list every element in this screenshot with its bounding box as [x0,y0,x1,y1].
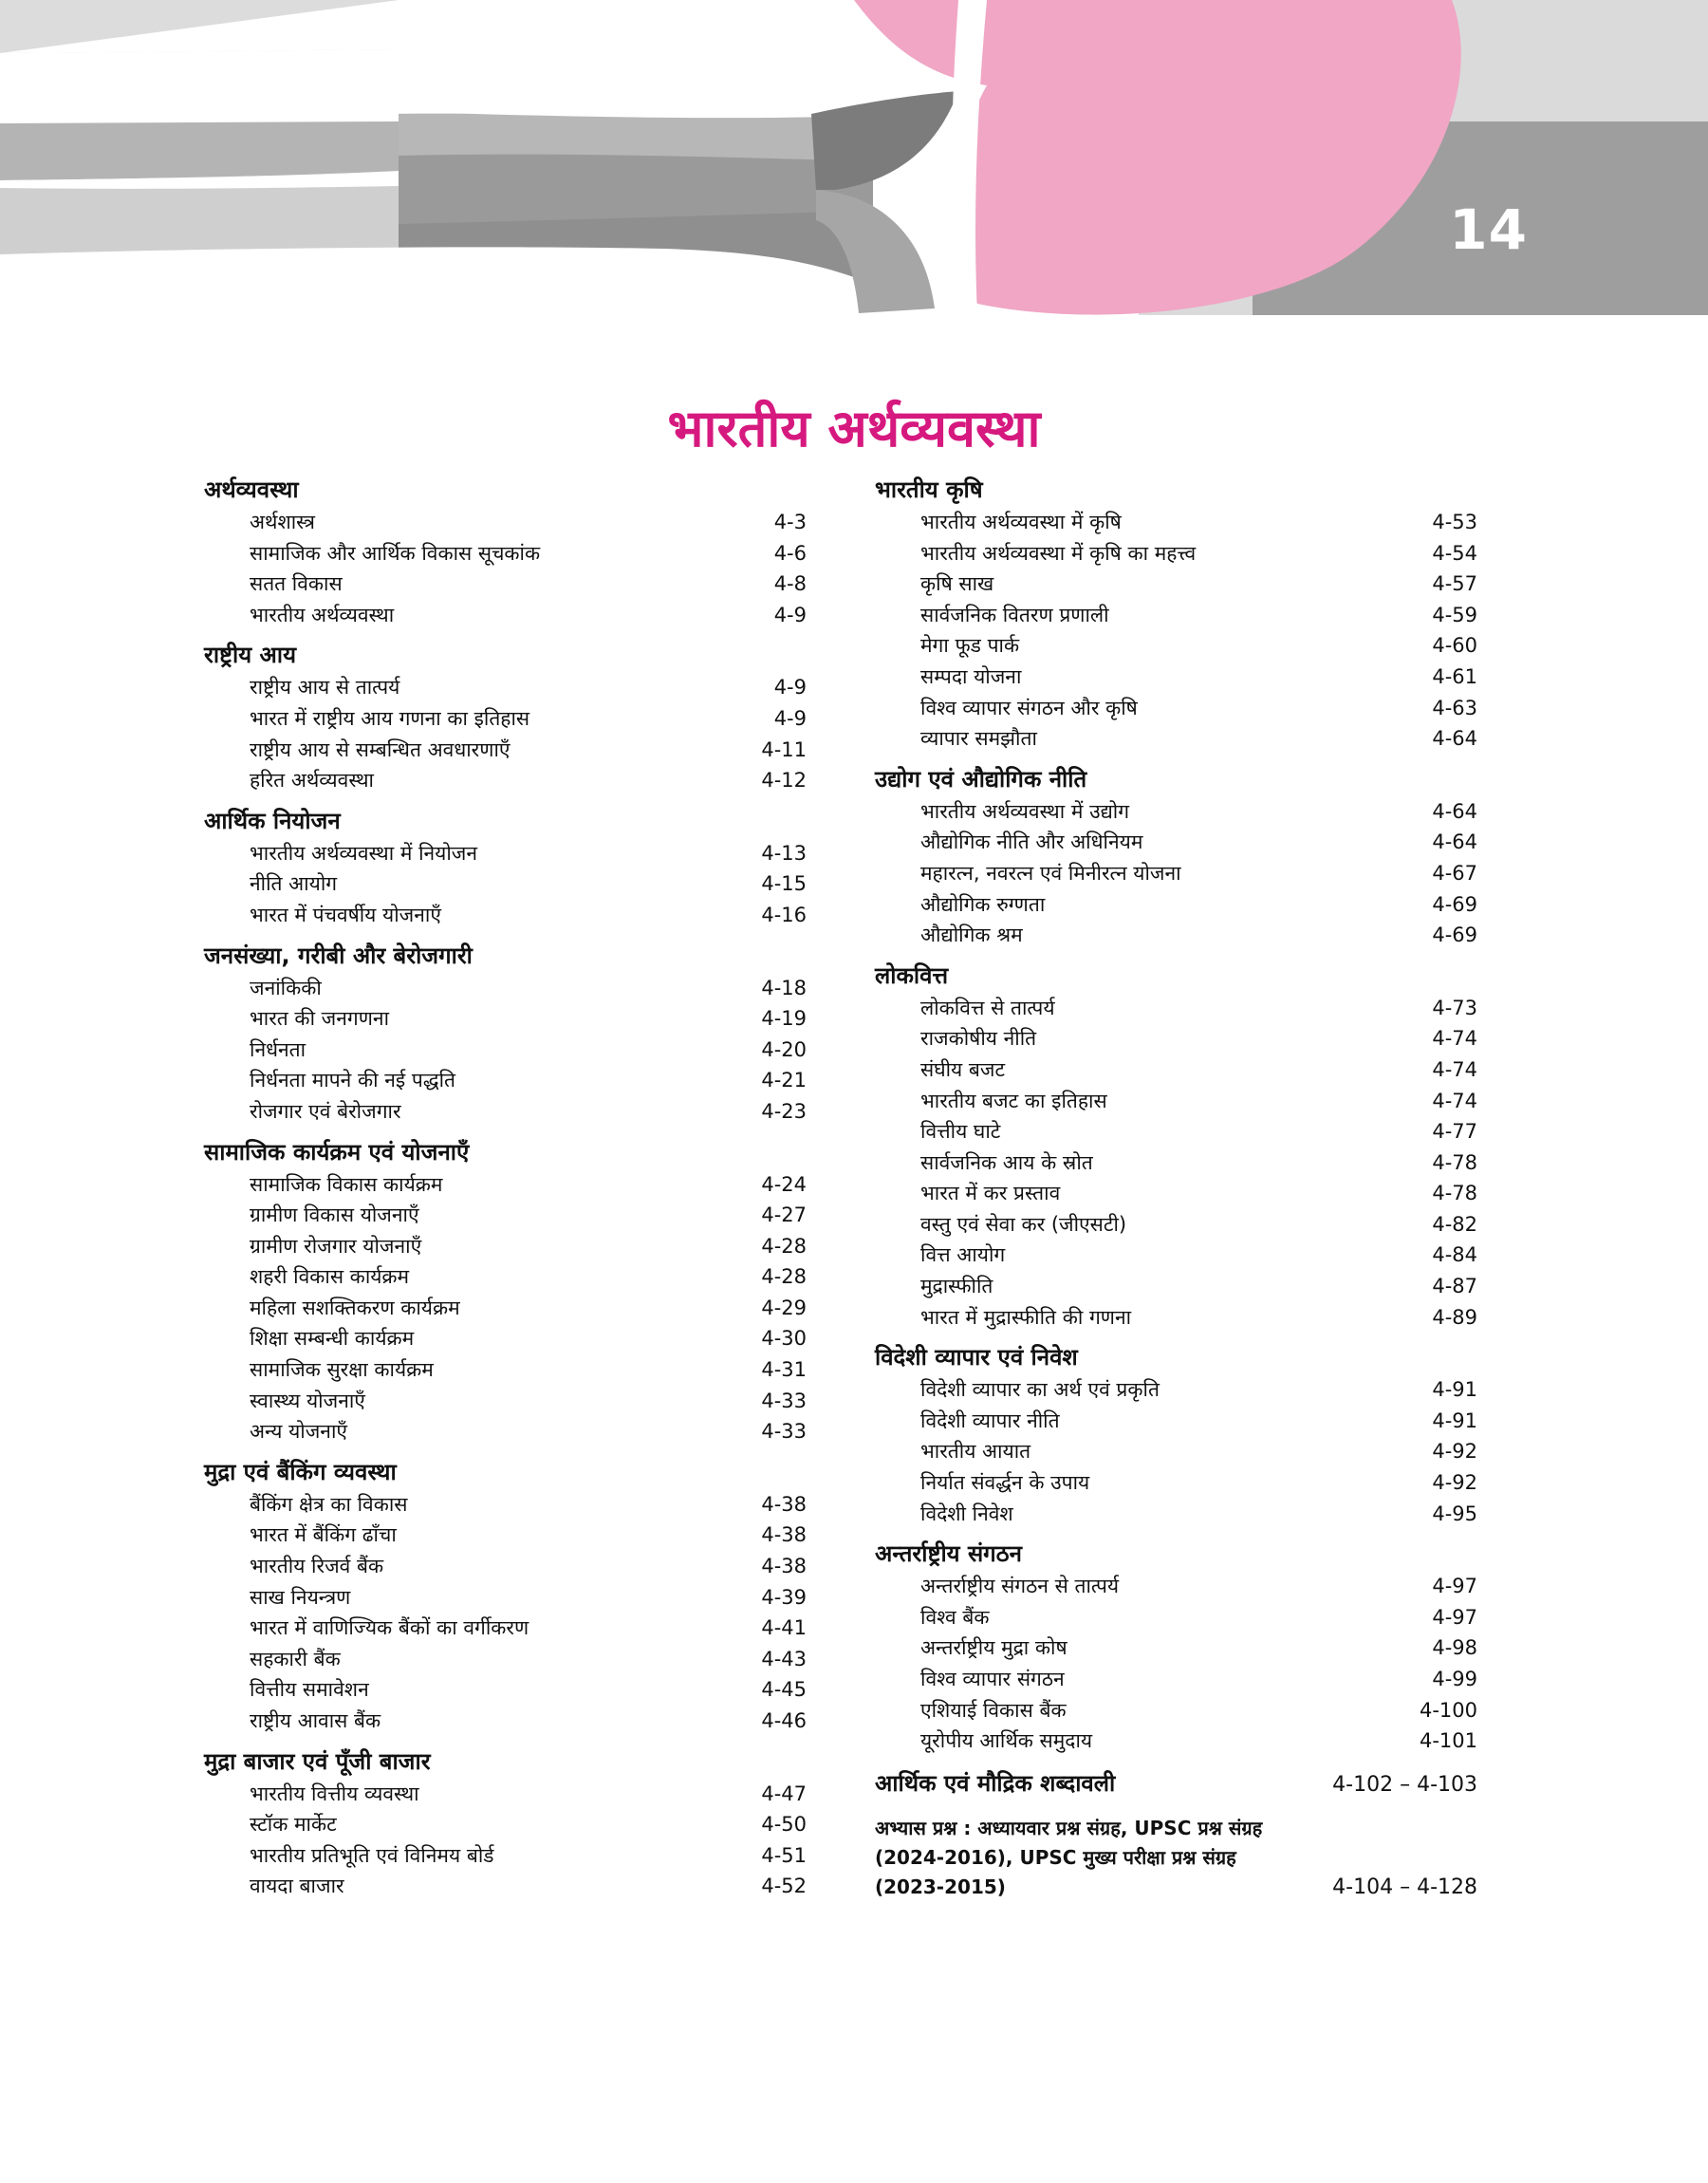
entry-page: 4-87 [1432,1275,1477,1298]
entry-page: 4-92 [1432,1440,1477,1464]
toc-entry[interactable] [204,1169,807,1201]
toc-entry[interactable] [204,1323,807,1354]
entry-title: नीति आयोग [250,872,338,896]
entry-page: 4-52 [761,1875,807,1898]
toc-entry[interactable] [875,1726,1477,1757]
toc-entry[interactable] [204,1871,807,1902]
entry-title: औद्योगिक रुग्णता [920,892,1046,916]
entry-page: 4-9 [773,603,807,626]
section-heading[interactable]: अन्तर्राष्ट्रीय संगठन [875,1540,1022,1568]
entry-page: 4-82 [1432,1212,1477,1236]
entry-title: विश्व व्यापार संगठन [920,1668,1065,1690]
toc-section [204,473,807,630]
entry-page: 4-64 [1432,727,1477,751]
entry-page: 4-9 [773,706,807,730]
toc-entry[interactable] [204,838,807,869]
entry-page: 4-13 [761,841,807,865]
toc-entry[interactable] [875,827,1477,858]
entry-page: 4-67 [1432,861,1477,885]
toc-entry[interactable] [875,1664,1477,1695]
entry-page: 4-3 [773,511,807,533]
entry-page: 4-31 [761,1358,807,1382]
entry-page: 4-77 [1432,1120,1477,1144]
entry-page: 4-57 [1432,572,1477,596]
entry-page: 4-38 [761,1523,807,1547]
entry-title: सामाजिक सुरक्षा कार्यक्रम [250,1358,434,1382]
entry-page: 4-78 [1432,1182,1477,1205]
toc-entry[interactable] [875,796,1477,828]
entry-page: 4-98 [1432,1636,1477,1660]
entry-page: 4-89 [1432,1305,1477,1329]
entry-title: भारत में पंचवर्षीय योजनाएँ [250,903,441,926]
entry-title: अन्य योजनाएँ [250,1420,348,1444]
entry-page: 4-23 [761,1099,807,1123]
entry-page: 4-6 [773,541,807,565]
toc-entry[interactable] [875,1374,1477,1406]
entry-title: सामाजिक विकास कार्यक्रम [250,1172,443,1196]
toc-entry[interactable] [875,1147,1477,1179]
section-heading[interactable]: सामाजिक कार्यक्रम एवं योजनाएँ [204,1138,470,1166]
entry-page: 4-9 [773,676,807,700]
toc-entry[interactable] [875,993,1477,1024]
entry-title: राजकोषीय नीति [920,1027,1037,1051]
entry-title: व्यापार समझौता [920,727,1037,751]
entry-title: यूरोपीय आर्थिक समुदाय [920,1729,1093,1753]
entry-page: 4-63 [1432,696,1477,719]
toc-entry[interactable] [875,1209,1477,1241]
entry-page: 4-100 [1419,1698,1477,1722]
toc-entry[interactable] [204,1551,807,1582]
entry-title: भारतीय रिजर्व बैंक [250,1555,384,1578]
entry-page: 4-97 [1432,1575,1477,1598]
toc-entry[interactable] [204,1489,807,1521]
entry-page: 4-15 [761,872,807,896]
toc-entry[interactable] [204,538,807,569]
toc-entry[interactable] [204,1613,807,1644]
glossary-page: 4-102 – 4-103 [1332,1772,1477,1797]
toc-entry[interactable] [875,1602,1477,1633]
entry-title: मुद्रास्फीति [920,1275,993,1298]
entry-page: 4-51 [761,1843,807,1867]
entry-title: ग्रामीण विकास योजनाएँ [250,1203,419,1227]
glossary-title: आर्थिक एवं मौद्रिक शब्दावली [875,1769,1116,1797]
toc-entry[interactable] [875,538,1477,569]
entry-title: राष्ट्रीय आय से सम्बन्धित अवधारणाएँ [250,737,511,761]
entry-page: 4-24 [761,1172,807,1196]
entry-page: 4-95 [1432,1502,1477,1525]
entry-title: महिला सशक्तिकरण कार्यक्रम [250,1296,460,1319]
toc-entry[interactable] [875,1023,1477,1054]
toc-entry[interactable] [875,630,1477,662]
entry-title: भारत में कर प्रस्ताव [920,1182,1061,1205]
banner-graphic [0,0,1708,315]
entry-page: 4-39 [761,1585,807,1609]
entry-page: 4-20 [761,1037,807,1061]
section-heading[interactable]: उद्योग एवं औद्योगिक नीति [875,765,1087,793]
entry-title: अन्तर्राष्ट्रीय मुद्रा कोष [920,1636,1068,1660]
section-heading[interactable]: आर्थिक नियोजन [204,807,341,834]
entry-title: निर्धनता [250,1037,306,1061]
toc-entry[interactable] [204,900,807,931]
entry-page: 4-74 [1432,1057,1477,1081]
entry-page: 4-97 [1432,1605,1477,1629]
entry-title: विदेशी निवेश [920,1502,1013,1525]
entry-page: 4-8 [773,572,807,596]
entry-page: 4-99 [1432,1668,1477,1690]
toc-right-sections [875,473,1477,1757]
entry-title: भारत में राष्ट्रीय आय गणना का इतिहास [250,706,530,730]
toc-entry[interactable] [875,889,1477,921]
toc-entry[interactable] [875,1086,1477,1117]
entry-page: 4-74 [1432,1027,1477,1051]
toc-entry[interactable] [875,1467,1477,1499]
toc-entry[interactable] [875,693,1477,724]
entry-page: 4-28 [761,1234,807,1258]
toc-entry[interactable] [204,1293,807,1324]
entry-title: ग्रामीण रोजगार योजनाएँ [250,1234,422,1258]
entry-title: सार्वजनिक आय के स्रोत [920,1150,1093,1174]
toc-entry[interactable] [204,600,807,631]
entry-title: वित्त आयोग [920,1243,1006,1267]
header-banner [0,0,1708,315]
toc-entry[interactable] [875,662,1477,693]
entry-page: 4-21 [761,1069,807,1092]
entry-title: निर्धनता मापने की नई पद्धति [250,1069,456,1092]
entry-title: बैंकिंग क्षेत्र का विकास [250,1492,408,1516]
toc-entry[interactable] [204,1231,807,1262]
toc-entry[interactable] [204,507,807,538]
toc-section [204,804,807,931]
toc-entry[interactable] [875,920,1477,951]
entry-title: वित्तीय समावेशन [250,1678,369,1702]
entry-page: 4-38 [761,1492,807,1516]
entry-page: 4-74 [1432,1089,1477,1112]
entry-title: भारतीय अर्थव्यवस्था में नियोजन [250,841,478,865]
section-heading[interactable]: भारतीय कृषि [875,476,983,503]
entry-title: साख नियन्त्रण [250,1585,351,1609]
toc-entry[interactable] [204,1354,807,1386]
entry-title: जनांकिकी [250,976,322,999]
toc-entry[interactable] [204,973,807,1004]
entry-title: भारत की जनगणना [250,1007,390,1031]
toc-entry[interactable] [204,765,807,796]
toc-entry[interactable] [204,1706,807,1737]
toc-entry[interactable] [204,735,807,766]
entry-page: 4-16 [761,903,807,926]
entry-title: शहरी विकास कार्यक्रम [250,1265,410,1289]
toc-section [204,1135,807,1447]
toc-entry[interactable] [875,569,1477,600]
toc-entry[interactable] [875,1499,1477,1530]
toc-entry[interactable] [875,1633,1477,1664]
toc-section [875,762,1477,951]
toc-entry[interactable] [875,1302,1477,1334]
toc-section [875,959,1477,1334]
toc-entry[interactable] [204,1644,807,1675]
section-heading[interactable]: विदेशी व्यापार एवं निवेश [875,1344,1078,1371]
entry-title: स्वास्थ्य योजनाएँ [250,1389,365,1412]
entry-page: 4-91 [1432,1378,1477,1402]
entry-title: भारत में मुद्रास्फीति की गणना [920,1305,1132,1329]
entry-page: 4-28 [761,1265,807,1289]
entry-page: 4-54 [1432,541,1477,565]
entry-page: 4-11 [761,737,807,761]
entry-title: कृषि साख [920,572,994,596]
entry-title: विदेशी व्यापार का अर्थ एवं प्रकृति [920,1378,1160,1402]
toc-entry[interactable] [204,1035,807,1066]
toc-entry[interactable] [204,868,807,900]
entry-title: सम्पदा योजना [920,664,1022,688]
page-title: भारतीय अर्थव्यवस्था [667,399,1041,458]
entry-page: 4-61 [1432,664,1477,688]
toc-left-column [204,473,807,1910]
toc-section [204,638,807,795]
toc-entry[interactable] [875,507,1477,538]
entry-title: शिक्षा सम्बन्धी कार्यक्रम [250,1327,415,1351]
entry-title: विश्व व्यापार संगठन और कृषि [920,696,1138,719]
toc-entry[interactable] [875,600,1477,631]
entry-title: मेगा फूड पार्क [920,634,1020,658]
entry-page: 4-84 [1432,1243,1477,1267]
entry-page: 4-43 [761,1647,807,1670]
practice-text: अभ्यास प्रश्न : अध्यायवार प्रश्न संग्रह, UPSC प्रश्न संग्रह (2024-2016), UPSC मुख्य परीक्षा प्रश्न संग्रह (2023-2015) [875,1816,1263,1898]
section-heading[interactable]: मुद्रा एवं बैंकिंग व्यवस्था [204,1458,397,1485]
section-heading[interactable]: राष्ट्रीय आय [204,642,296,669]
entry-title: एशियाई विकास बैंक [920,1698,1067,1722]
entry-title: रोजगार एवं बेरोजगार [250,1099,401,1123]
entry-page: 4-30 [761,1327,807,1351]
entry-page: 4-46 [761,1709,807,1732]
entry-page: 4-69 [1432,892,1477,916]
entry-title: अन्तर्राष्ट्रीय संगठन से तात्पर्य [920,1575,1120,1598]
entry-title: औद्योगिक श्रम [920,924,1023,947]
entry-title: भारतीय वित्तीय व्यवस्था [250,1782,419,1805]
entry-title: राष्ट्रीय आय से तात्पर्य [250,676,400,700]
entry-title: भारतीय अर्थव्यवस्था में उद्योग [920,799,1130,823]
entry-title: राष्ट्रीय आवास बैंक [250,1709,381,1732]
toc-entry[interactable] [204,1809,807,1840]
entry-title: भारत में वाणिज्यिक बैंकों का वर्गीकरण [250,1616,529,1640]
glossary-entry[interactable] [875,1764,1477,1804]
toc-section [204,1455,807,1737]
entry-title: सहकारी बैंक [250,1647,341,1670]
toc-entry[interactable] [875,1271,1477,1302]
entry-page: 4-18 [761,976,807,999]
entry-title: सार्वजनिक वितरण प्रणाली [920,603,1109,626]
toc-entry[interactable] [204,1416,807,1447]
toc-entry[interactable] [875,858,1477,889]
entry-page: 4-47 [761,1782,807,1805]
toc-entry[interactable] [204,1200,807,1231]
toc-entry[interactable] [204,1261,807,1293]
entry-page: 4-78 [1432,1150,1477,1174]
toc-entry[interactable] [875,1116,1477,1147]
entry-page: 4-69 [1432,924,1477,947]
entry-title: भारतीय आयात [920,1440,1031,1464]
toc-entry[interactable] [875,723,1477,755]
entry-title: वित्तीय घाटे [920,1120,1001,1144]
toc-section [204,939,807,1128]
entry-title: वायदा बाजार [250,1875,344,1898]
toc-entry[interactable] [204,1520,807,1551]
toc-entry[interactable] [204,1582,807,1614]
entry-title: महारत्न, नवरत्न एवं मिनीरत्न योजना [920,861,1181,885]
toc-entry[interactable] [875,1695,1477,1726]
entry-title: सतत विकास [250,572,343,596]
section-heading[interactable]: जनसंख्या, गरीबी और बेरोजगारी [204,942,473,969]
toc-entry[interactable] [875,1240,1477,1271]
toc-entry[interactable] [204,1386,807,1417]
entry-title: वस्तु एवं सेवा कर (जीएसटी) [920,1212,1127,1236]
entry-title: विश्व बैंक [920,1605,990,1629]
entry-title: संघीय बजट [920,1057,1006,1081]
entry-title: भारतीय बजट का इतिहास [920,1089,1107,1112]
entry-title: भारतीय अर्थव्यवस्था में कृषि का महत्त्व [920,541,1197,565]
entry-page: 4-64 [1432,830,1477,854]
section-heading[interactable]: अर्थव्यवस्था [204,476,299,503]
toc-entry[interactable] [204,672,807,703]
entry-title: स्टॉक मार्केट [250,1813,337,1837]
entry-page: 4-60 [1432,634,1477,658]
toc-section [204,1745,807,1902]
entry-page: 4-33 [761,1389,807,1412]
entry-page: 4-59 [1432,603,1477,626]
entry-page: 4-12 [761,769,807,793]
section-heading[interactable]: मुद्रा बाजार एवं पूँजी बाजार [204,1747,431,1775]
entry-title: अर्थशास्त्र [250,511,315,533]
toc-entry[interactable] [204,1096,807,1128]
entry-page: 4-53 [1432,511,1477,533]
toc-entry[interactable] [204,569,807,600]
toc-entry[interactable] [204,1003,807,1035]
entry-title: सामाजिक और आर्थिक विकास सूचकांक [250,541,541,565]
entry-page: 4-29 [761,1296,807,1319]
toc-entry[interactable] [204,703,807,735]
toc-entry[interactable] [875,1054,1477,1086]
toc-entry[interactable] [204,1779,807,1810]
toc-entry[interactable] [875,1571,1477,1602]
entry-title: भारत में बैंकिंग ढाँचा [250,1523,397,1547]
toc-entry[interactable] [204,1065,807,1096]
toc-entry[interactable] [875,1406,1477,1437]
entry-page: 4-92 [1432,1471,1477,1495]
entry-page: 4-64 [1432,799,1477,823]
toc-entry[interactable] [875,1436,1477,1467]
entry-title: औद्योगिक नीति और अधिनियम [920,830,1143,854]
toc-entry[interactable] [204,1840,807,1872]
entry-title: भारतीय अर्थव्यवस्था में कृषि [920,511,1122,533]
toc-right-column [875,473,1477,1902]
entry-title: विदेशी व्यापार नीति [920,1409,1060,1432]
entry-title: भारतीय अर्थव्यवस्था [250,603,395,626]
entry-title: लोकवित्त से तात्पर्य [920,996,1055,1019]
practice-entry[interactable] [875,1814,1477,1902]
entry-page: 4-41 [761,1616,807,1640]
entry-page: 4-101 [1419,1729,1477,1753]
toc-entry[interactable] [204,1674,807,1706]
entry-page: 4-19 [761,1007,807,1031]
entry-page: 4-73 [1432,996,1477,1019]
entry-page: 4-27 [761,1203,807,1227]
toc-section [875,473,1477,755]
entry-title: भारतीय प्रतिभूति एवं विनिमय बोर्ड [250,1843,494,1867]
entry-page: 4-45 [761,1678,807,1702]
entry-title: निर्यात संवर्द्धन के उपाय [920,1471,1090,1495]
toc-section [875,1340,1477,1529]
chapter-number: 14 [1449,197,1528,262]
practice-page: 4-104 – 4-128 [1332,1875,1477,1899]
entry-page: 4-50 [761,1813,807,1837]
entry-page: 4-91 [1432,1409,1477,1432]
entry-page: 4-33 [761,1420,807,1444]
toc-section [875,1537,1477,1757]
section-heading[interactable]: लोकवित्त [875,961,949,989]
entry-page: 4-38 [761,1555,807,1578]
entry-title: हरित अर्थव्यवस्था [250,769,374,793]
toc-entry[interactable] [875,1178,1477,1209]
